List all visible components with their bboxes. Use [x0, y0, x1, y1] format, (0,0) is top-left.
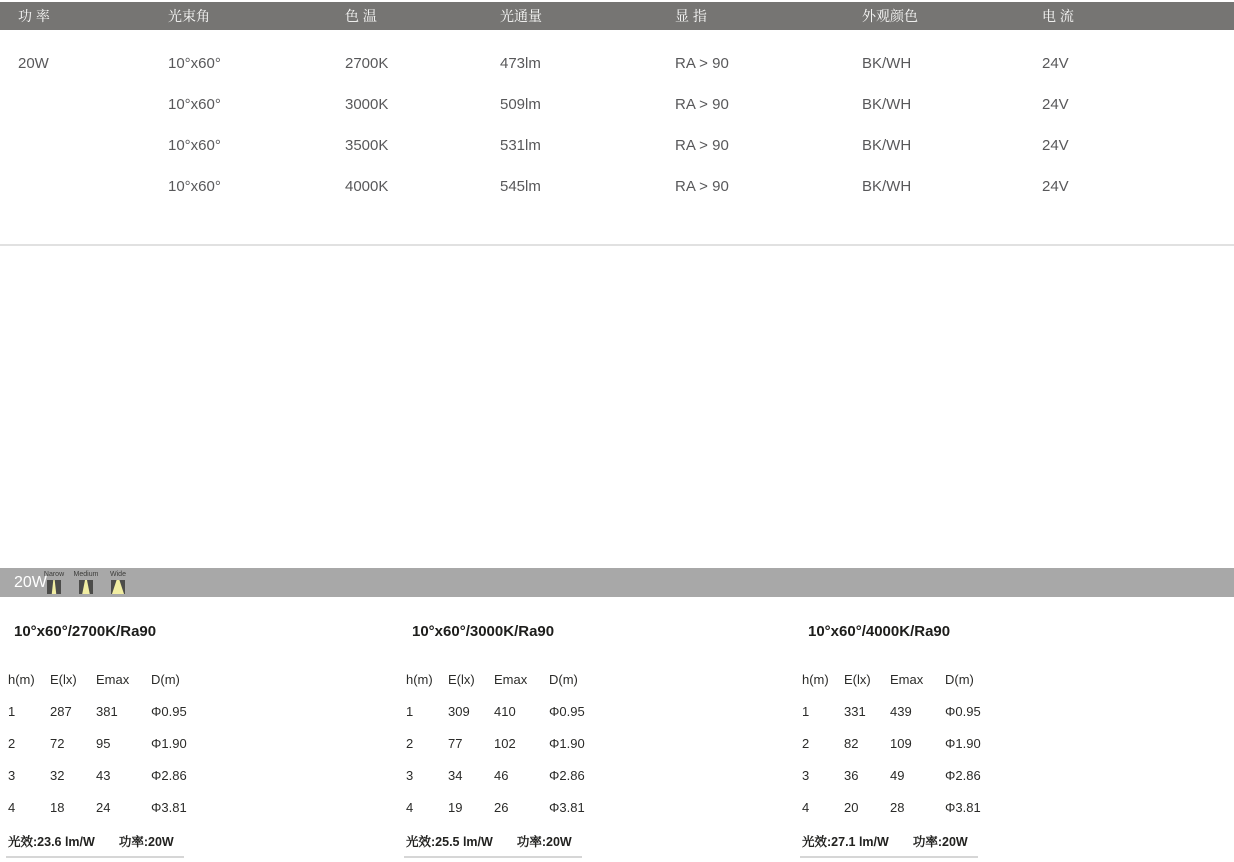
- cell: 24: [96, 799, 111, 815]
- wide-beam-icon: [111, 580, 125, 594]
- cell: 3: [802, 767, 810, 783]
- cell-cct: 3500K: [345, 137, 389, 154]
- cell: Φ0.95: [945, 703, 981, 719]
- cell: 331: [844, 703, 866, 719]
- cell-cct: 4000K: [345, 178, 389, 195]
- cell: Φ3.81: [945, 799, 981, 815]
- col-header-diam: D(m): [151, 671, 180, 687]
- cell-current: 24V: [1042, 178, 1069, 195]
- power-section-bar: [0, 568, 1234, 597]
- col-header-current: 电 流: [1042, 8, 1074, 24]
- table-row: [0, 125, 1234, 166]
- cell-flux: 509lm: [500, 96, 541, 113]
- cell: 3: [8, 767, 16, 783]
- cell-cri: RA > 90: [675, 96, 729, 113]
- col-header-lux: E(lx): [844, 671, 871, 687]
- col-header-lux: E(lx): [50, 671, 77, 687]
- cell: Φ2.86: [945, 767, 981, 783]
- col-header-cri: 显 指: [675, 8, 707, 24]
- cell: 82: [844, 735, 859, 751]
- cell: 4: [406, 799, 414, 815]
- cell: 2: [802, 735, 810, 751]
- cell: 4: [8, 799, 16, 815]
- cell: 102: [494, 735, 516, 751]
- col-header-emax: Emax: [96, 671, 130, 687]
- cell: 36: [844, 767, 859, 783]
- cell: Φ1.90: [151, 735, 187, 751]
- col-header-emax: Emax: [890, 671, 924, 687]
- cell: 3: [406, 767, 414, 783]
- photometric-footer: [6, 832, 184, 858]
- cell: 1: [802, 703, 810, 719]
- cell-power: 20W: [18, 55, 49, 72]
- efficacy-value: 光效:27.1 lm/W: [802, 835, 889, 849]
- col-header-height: h(m): [8, 671, 35, 687]
- cell-color: BK/WH: [862, 178, 912, 195]
- beam-angle-icons: [43, 570, 126, 594]
- cell: 287: [50, 703, 72, 719]
- table-row: [0, 166, 1234, 207]
- cell: Φ2.86: [549, 767, 585, 783]
- power-value: 功率:20W: [118, 835, 174, 849]
- col-header-cct: 色 温: [345, 8, 377, 24]
- cell: 4: [802, 799, 810, 815]
- cell: 1: [8, 703, 16, 719]
- cell-cct: 2700K: [345, 55, 389, 72]
- cell: Φ0.95: [549, 703, 585, 719]
- cell-cri: RA > 90: [675, 137, 729, 154]
- cell: Φ1.90: [549, 735, 585, 751]
- efficacy-value: 光效:25.5 lm/W: [406, 835, 493, 849]
- table-row: [0, 43, 1234, 84]
- cell: 49: [890, 767, 905, 783]
- cell: 381: [96, 703, 118, 719]
- cell: 34: [448, 767, 463, 783]
- col-header-lux: E(lx): [448, 671, 475, 687]
- cell: 439: [890, 703, 912, 719]
- col-header-diam: D(m): [945, 671, 974, 687]
- photometric-title: 10°x60°/4000K/Ra90: [808, 623, 951, 640]
- cell-beam: 10°x60°: [168, 96, 221, 113]
- cell: 410: [494, 703, 516, 719]
- beam-option-wide: [110, 570, 126, 594]
- cell-current: 24V: [1042, 137, 1069, 154]
- photometric-footer: [800, 832, 978, 858]
- col-header-beam-angle: 光束角: [168, 8, 210, 24]
- cell: 72: [50, 735, 65, 751]
- narrow-beam-icon: [47, 580, 61, 594]
- cell-flux: 545lm: [500, 178, 541, 195]
- medium-beam-icon: [79, 580, 93, 594]
- cell-beam: 10°x60°: [168, 55, 221, 72]
- photometric-table-3000k: [404, 618, 664, 862]
- col-header-color: 外观颜色: [862, 8, 918, 24]
- col-header-height: h(m): [802, 671, 829, 687]
- beam-label: Medium: [73, 571, 99, 578]
- cell: Φ0.95: [151, 703, 187, 719]
- cell-cri: RA > 90: [675, 55, 729, 72]
- cell-color: BK/WH: [862, 137, 912, 154]
- cell-beam: 10°x60°: [168, 137, 221, 154]
- photometric-table-4000k: [800, 618, 1060, 862]
- col-header-power: 功 率: [18, 8, 50, 24]
- cell-current: 24V: [1042, 96, 1069, 113]
- cell: 2: [406, 735, 414, 751]
- cell-flux: 531lm: [500, 137, 541, 154]
- cell: Φ1.90: [945, 735, 981, 751]
- photometric-grid: [802, 663, 1017, 823]
- cell: 309: [448, 703, 470, 719]
- cell-color: BK/WH: [862, 55, 912, 72]
- beam-label: Narow: [43, 571, 65, 578]
- cell: Φ3.81: [549, 799, 585, 815]
- beam-option-medium: [73, 570, 99, 594]
- cell-beam: 10°x60°: [168, 178, 221, 195]
- power-badge: 20W: [14, 573, 47, 591]
- col-header-flux: 光通量: [500, 8, 542, 24]
- power-value: 功率:20W: [912, 835, 968, 849]
- cell: 77: [448, 735, 463, 751]
- cell-cri: RA > 90: [675, 178, 729, 195]
- photometric-grid: [8, 663, 223, 823]
- efficacy-value: 光效:23.6 lm/W: [8, 835, 95, 849]
- cell-color: BK/WH: [862, 96, 912, 113]
- cell: 18: [50, 799, 65, 815]
- beam-option-narrow: [43, 570, 65, 594]
- cell: 20: [844, 799, 859, 815]
- cell: 2: [8, 735, 16, 751]
- cell: 109: [890, 735, 912, 751]
- section-divider: [0, 244, 1234, 246]
- photometric-title: 10°x60°/3000K/Ra90: [412, 623, 555, 640]
- table-row: [0, 84, 1234, 125]
- cell: Φ2.86: [151, 767, 187, 783]
- col-header-emax: Emax: [494, 671, 528, 687]
- photometric-title: 10°x60°/2700K/Ra90: [14, 623, 157, 640]
- beam-label: Wide: [110, 571, 126, 578]
- spec-table-header: [0, 2, 1234, 30]
- cell-flux: 473lm: [500, 55, 541, 72]
- cell: Φ3.81: [151, 799, 187, 815]
- cell: 28: [890, 799, 905, 815]
- cell: 1: [406, 703, 414, 719]
- photometric-grid: [406, 663, 621, 823]
- power-value: 功率:20W: [516, 835, 572, 849]
- cell: 19: [448, 799, 463, 815]
- cell: 95: [96, 735, 111, 751]
- photometric-footer: [404, 832, 582, 858]
- photometric-table-2700k: [6, 618, 266, 862]
- col-header-height: h(m): [406, 671, 433, 687]
- spec-table-body: [0, 43, 1234, 207]
- cell: 26: [494, 799, 509, 815]
- cell: 46: [494, 767, 509, 783]
- cell-current: 24V: [1042, 55, 1069, 72]
- cell: 43: [96, 767, 111, 783]
- col-header-diam: D(m): [549, 671, 578, 687]
- cell: 32: [50, 767, 65, 783]
- cell-cct: 3000K: [345, 96, 389, 113]
